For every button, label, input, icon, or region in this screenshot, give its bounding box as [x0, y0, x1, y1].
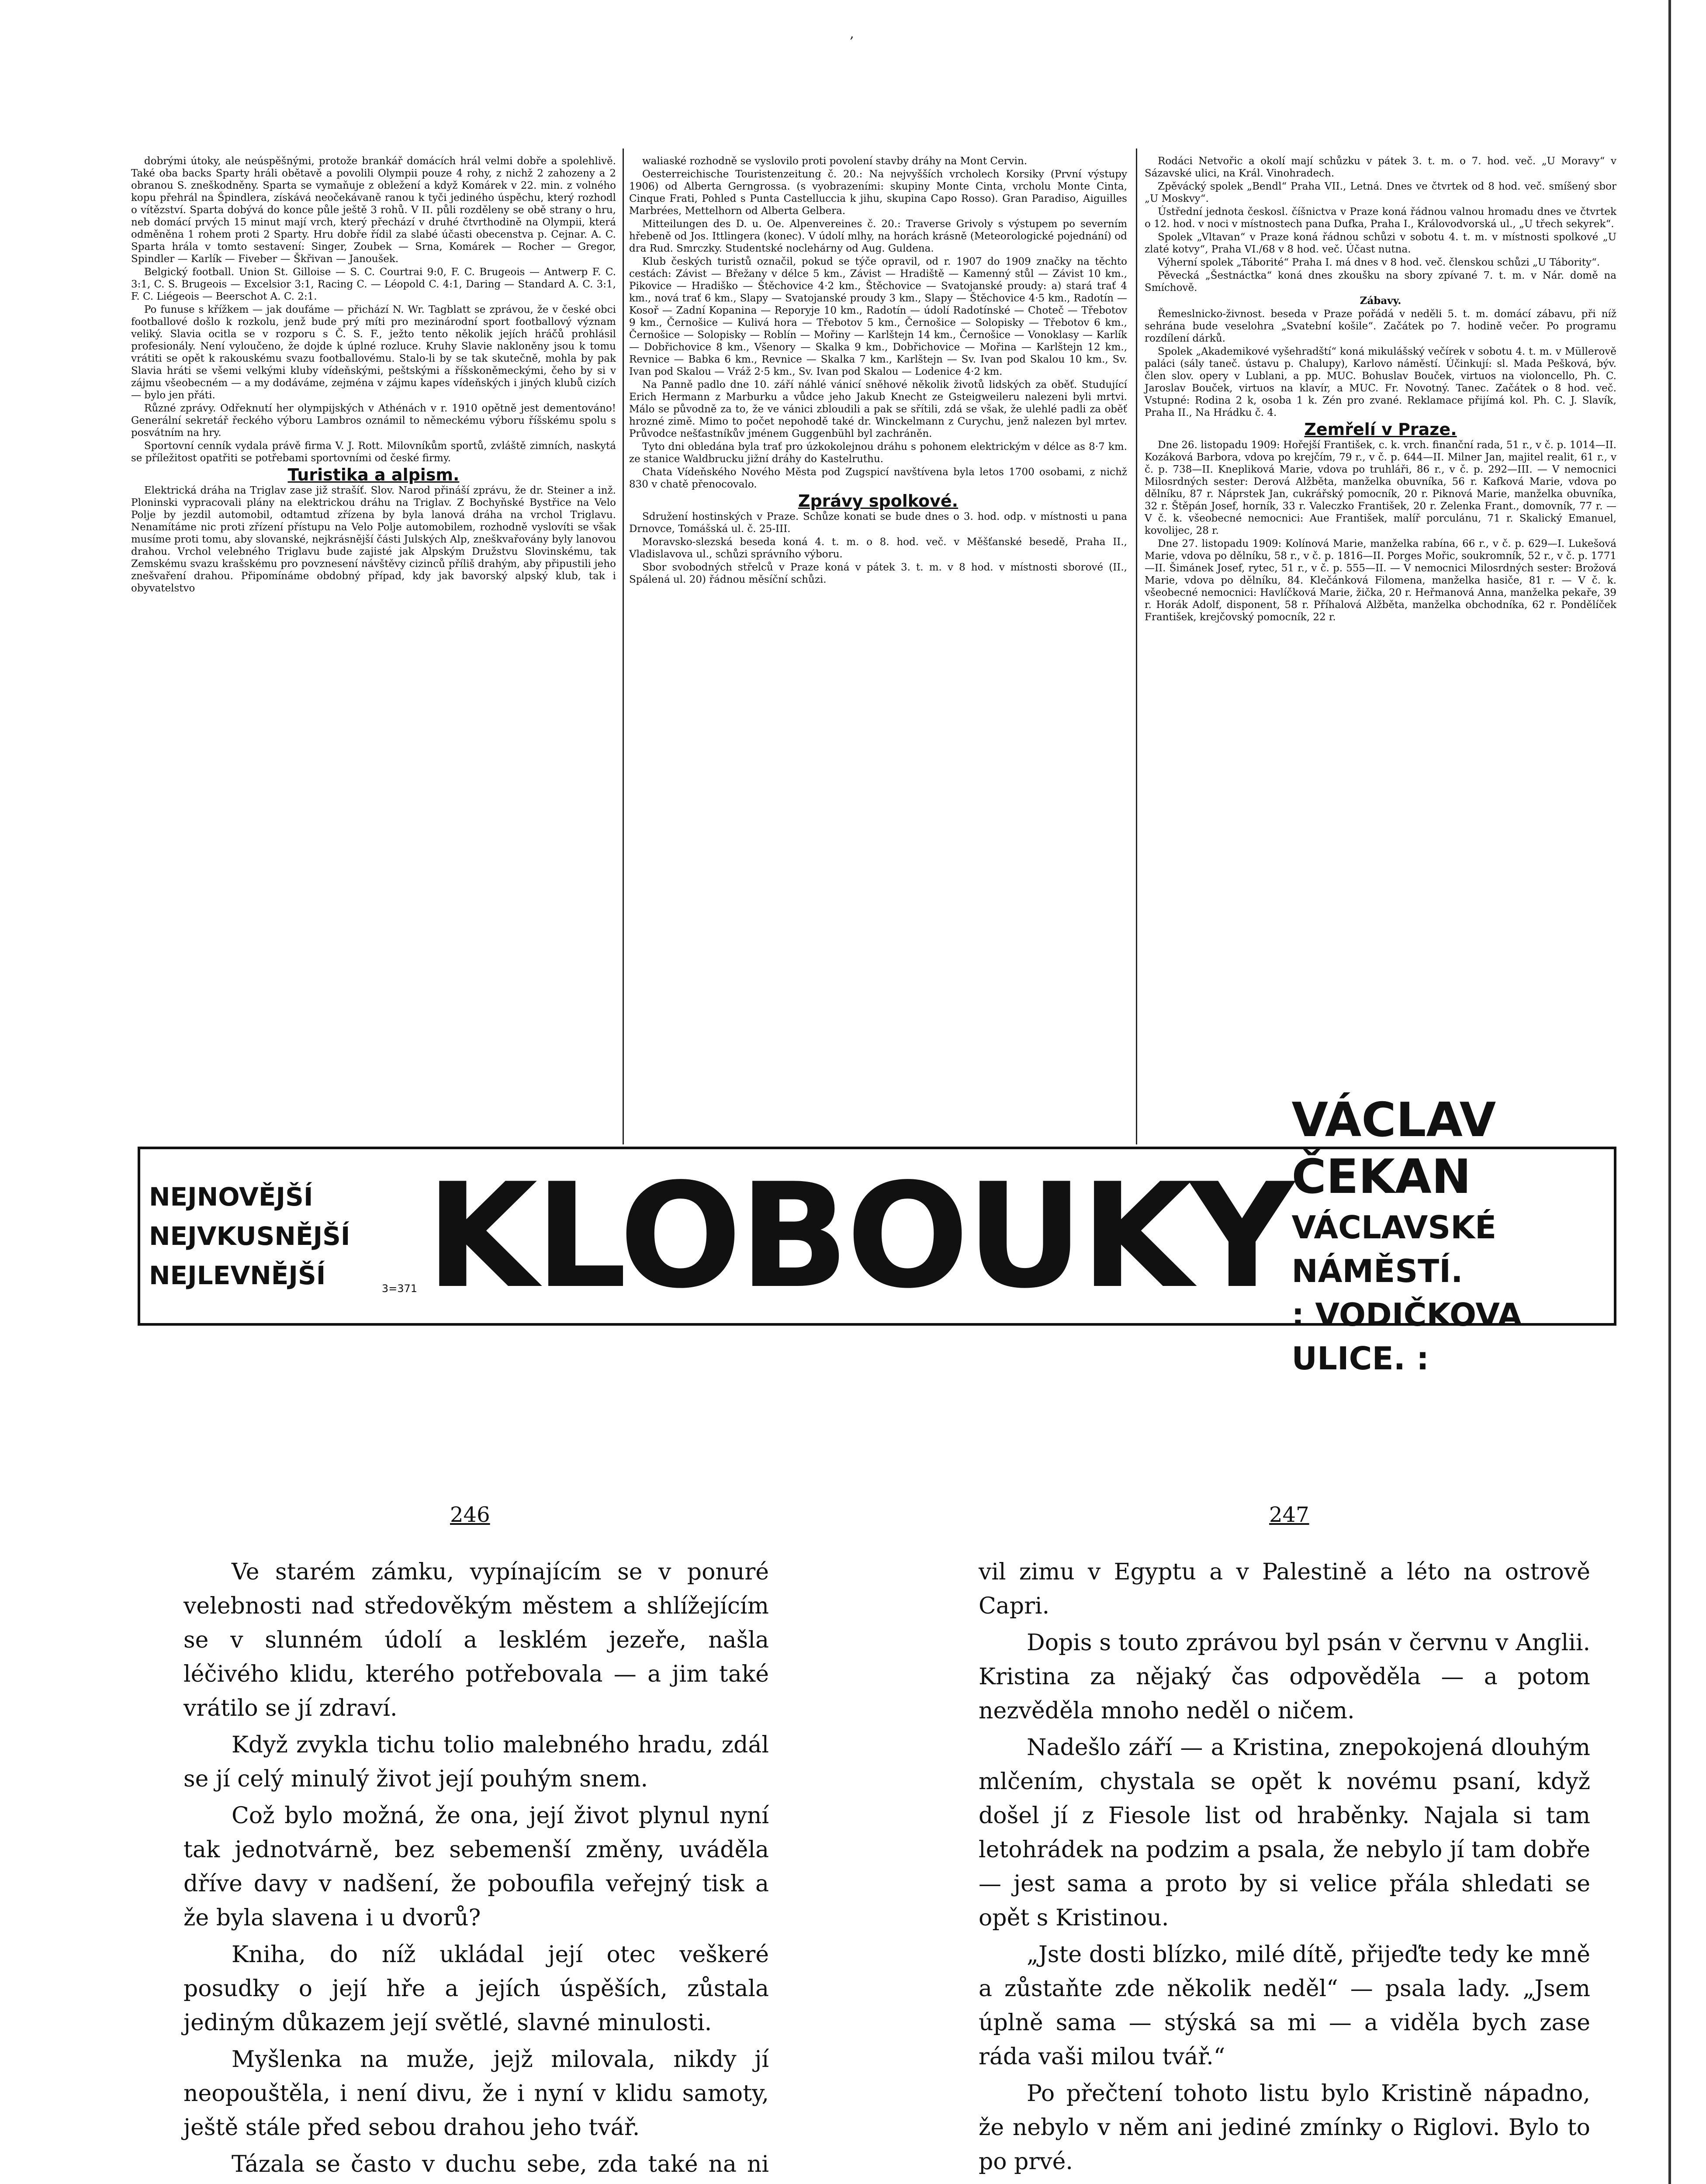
novel-paragraph: Což bylo možná, že ona, její život plynul nyní tak jednotvárně, bez sebemenší změny, uváděla dříve davy v nadšení, že poboufila veřejný tisk a že byla slavena i u dvorů? [183, 1803, 769, 1931]
article-paragraph: Dne 27. listopadu 1909: Kolínová Marie, manželka rabína, 66 r., v č. p. 629—I. Lukešová Marie, vdova po dělníku, 58 r., v č. p. 1816—II. Porges Mořic, soukromník, 52 r., v č. p. 1771—II. Šimánek Josef, rytec, 51 r., v č. p. 555—II. — V nemocnici Milosrdných sester: Brožová Marie, vdova po dělníku, 84. Klečánková Filomena, manželka hasiče, 81 r. — V č. k. všeobecné nemocnici: Havlíčková Marie, žička, 20 r. Heřmanová Anna, manželka pekaře, 39 r. Horák Adolf, disponent, 58 r. Příhalová Alžběta, manželka obchodníka, 62 r. Pondělíček František, krejčovský pomocník, 22 r. [1145, 538, 1616, 623]
article-paragraph: Výherní spolek „Táborité“ Praha I. má dnes v 8 hod. več. členskou schůzi „U Tábority“. [1158, 257, 1600, 268]
novel-paragraph: Ve starém zámku, vypínajícím se v ponuré velebnosti nad středověkým městem a shlížejícím se v slunném údolí a lesklém jezeře, našla léčivého klidu, kterého potřebovala — a jim také vrátilo se jí zdraví. [183, 1559, 769, 1721]
ad-code: 3=371 [381, 1282, 418, 1295]
article-paragraph: Sportovní cenník vydala právě firma V. J. Rott. Milovníkům sportů, zvláště zimních, naskytá se příležitost opatřiti se potřebami sportovními od české firmy. [131, 440, 616, 464]
section-heading-zabavy: Zábavy. [1360, 295, 1401, 307]
article-paragraph: Spolek „Vltavan“ v Praze koná řádnou schůzi v sobotu 4. t. m. v místnosti spolkové „U zlaté kotvy“, Praha VI./68 v 8 hod. več. Účast nutna. [1145, 232, 1616, 255]
article-paragraph: Chata Vídeňského Nového Města pod Zugspicí navštívena byla letos 1700 osobami, z nichž 830 v chatě přenocovalo. [629, 467, 1127, 490]
novel-paragraph: Po přečtení tohoto listu bylo Kristině nápadno, že nebylo v něm ani jediné zmínky o Riglovi. Bylo to po prvé. [979, 2080, 1590, 2175]
page-number-right: 247 [1269, 1503, 1309, 1527]
ad-merchant [1292, 1092, 1614, 1380]
article-paragraph: Ústřední jednota českosl. číšnictva v Praze koná řádnou valnou hromadu dnes ve čtvrtek o 12. hod. v noci v místnostech pana Dufka, Praha I., Královodvorská ul., „U třech sekyrek“. [1145, 206, 1616, 230]
novel-paragraph: vil zimu v Egyptu a v Palestině a léto na ostrově Capri. [979, 1559, 1590, 1619]
page-edge-bracket [1668, 0, 1680, 2184]
column-divider [1136, 149, 1137, 1144]
article-paragraph: Na Panně padlo dne 10. září náhlé vánicí sněhové několik životů lidských za oběť. Studující Erich Hermann z Marburku a vůdce jeho Jakub Knecht ze Gsteigweileru nalezeni byli mrtvi. Málo se původně za to, že ve vánici zbloudili a pak se sřítili, zdá se však, že ulehlé padli za oběť hrozné zimě. Mimo to počet nepohodě také dr. Winckelmann z Curychu, jenž nalezen byl mrtev. Průvodce nešťastníkův jménem Guggenbühl byl zachráněn. [629, 379, 1127, 439]
novel-paragraph: Dopis s touto zprávou byl psán v červnu v Anglii. Kristina za nějaký čas odpověděla — a potom nezvěděla mnoho neděl o ničem. [979, 1630, 1590, 1724]
ad-merchant-name: VÁCLAV ČEKAN [1291, 1093, 1496, 1204]
ad-address-line: VÁCLAVSKÉ NÁMĚSTÍ. [1291, 1209, 1497, 1289]
column-1 [131, 155, 616, 595]
article-paragraph: Po funuse s křížkem — jak doufáme — přichází N. Wr. Tagblatt se zprávou, že v české obci footballové došlo k rozkolu, jenž bude prý míti pro mezinárodní sport footballový význam veliký. Slavia ocitla se v rozporu s Č. S. F., ježto tento několik jejích hráčů prohlásil profesionály. Není vyloučeno, že dojde k úplné rozluce. Kruhy Slavie nakloněny jsou k tomu vrátiti se opět k rakouskému svazu footballovému. Stalo-li by se tak skutečně, mohla by pak Slavia hráti se všemi velkými kluby vídeňskými, peštskými a říšskoněmeckými, čeho by si v zájmu všeobecném — a my dodáváme, zejména v zájmu kapes vídeňských i jiných klubů cizích — bylo jen přáti. [131, 304, 616, 401]
article-paragraph: Sbor svobodných střelců v Praze koná v pátek 3. t. m. v 8 hod. v místnosti sborové (II., Spálená ul. 20) řádnou měsíční schůzi. [629, 562, 1127, 585]
ad-slogan: NEJVKUSNĚJŠÍ [149, 1221, 350, 1251]
novel-paragraph: Tázala se často v duchu sebe, zda také na ni [232, 2151, 769, 2177]
novel-page-left [183, 1555, 769, 2184]
article-paragraph: Moravsko-slezská beseda koná 4. t. m. o 8. hod. več. v Měšťanské besedě, Praha II., Vladislavova ul., schůzi správního výboru. [629, 536, 1127, 560]
novel-paragraph: Myšlenka na muže, jejž milovala, nikdy jí neopouštěla, i není divu, že i nyní v klidu samoty, ještě stále před sebou drahou jeho tvář. [183, 2046, 769, 2141]
ad-address-line: : VODIČKOVA ULICE. : [1291, 1296, 1522, 1377]
section-heading-turistika: Turistika a alpism. [287, 465, 460, 484]
novel-paragraph: Když zvykla tichu tolio malebného hradu, zdál se jí celý minulý život její pouhým snem. [183, 1732, 769, 1792]
section-heading-zpravy-spolkove: Zprávy spolkové. [798, 491, 959, 511]
article-paragraph: waliaské rozhodně se vyslovilo proti povolení stavby dráhy na Mont Cervin. [642, 156, 1028, 167]
ad-slogan: NEJLEVNĚJŠÍ [149, 1261, 326, 1290]
ad-slogans [140, 1177, 426, 1295]
article-paragraph: Spolek „Akademikové vyšehradští“ koná mikulášský večírek v sobotu 4. t. m. v Müllerově paláci (sály taneč. ústavu p. Chalupy), Karlovo náměstí. Účinkují: sl. Mada Pešková, býv. člen slov. opery v Lublani, a pp. MUC. Bohuslav Bouček, virtuos na violoncello, Ph. C. Jaroslav Bouček, virtuos na klavír, a MUC. Fr. Novotný. Tanec. Začátek o 8 hod. več. Vstupné: Rodina 2 k, osoba 1 k. Zén pro zvané. Reklamace přijímá kol. Ph. C. J. Slavík, Praha II., Na Hrádku č. 4. [1145, 346, 1616, 418]
article-paragraph: Rodáci Netvořic a okolí mají schůzku v pátek 3. t. m. o 7. hod. več. „U Moravy“ v Sázavské ulici, na Král. Vinohradech. [1145, 156, 1616, 179]
ad-main-word: KLOBOUKY [426, 1152, 1292, 1320]
article-paragraph: Řemeslnicko-živnost. beseda v Praze pořádá v neděli 5. t. m. domácí zábavu, při níž sehrána bude veselohra „Svatební košile“. Začátek po 7. hodině večer. Po programu rozdílení dárků. [1145, 308, 1616, 344]
column-divider [623, 149, 624, 1144]
ad-slogan: NEJNOVĚJŠÍ [149, 1182, 313, 1212]
article-paragraph: Oesterreichische Touristenzeitung č. 20.: Na nejvyšších vrcholech Korsiky (První výstupy 1906) od Alberta Gerngrossa. (s vyobrazeními: skupiny Monte Cinta, vrcholu Monte Cinta, Cinque Frati, Pohled s Punta Castelluccia k jihu, skupina Capo Rosso). Gran Paradiso, Aiguilles Marbrées, Mettelhorn od Alberta Gelbera. [629, 169, 1127, 217]
novel-paragraph: Kniha, do níž ukládal její otec veškeré posudky o její hře a jejích úspěších, zůstala jediným důkazem její světlé, slavné minulosti. [183, 1942, 769, 2036]
hat-advertisement [138, 1093, 1616, 1377]
article-paragraph: Zpěvácký spolek „Bendl“ Praha VII., Letná. Dnes ve čtvrtek od 8 hod. več. smíšený sbor „U Moskvy“. [1145, 181, 1616, 204]
novel-paragraph: Nadešlo září — a Kristina, znepokojená dlouhým mlčením, chystala se opět k novému psaní, když došel jí z Fiesole list od hraběnky. Najala si tam letohrádek na podzim a psala, že nebylo jí tam dobře — jest sama a proto by si velice přála shledati se opět s Kristinou. [979, 1735, 1590, 1931]
article-paragraph: Klub českých turistů označil, pokud se týče opravil, od r. 1907 do 1909 značky na těchto cestách: Závist — Břežany v délce 5 km., Závist — Hradiště — Kamenný stůl — Závist 10 km., Pikovice — Hradiško — Štěchovice 4·2 km., Štěchovice — Svatojanské proudy: a) stará trať 4 km., nová trať 6 km., Slapy — Svatojanské proudy 3 km., Slapy — Štěchovice 4·5 km., Radotín — Kosoř — Zadní Kopanina — Reporyje 10 km., Radotín — údolí Radotínské — Choteč — Třebotov 9 km., Černošice — Kulivá hora — Třebotov 5 km., Černošice — Solopisky — Třebotov 6 km., Černošice — Solopisky — Roblín — Mořiny — Karlštejn 14 km., Černošice — Vonoklasy — Karlík — Dobřichovice 8 km., Všenory — Skalka 9 km., Dobřichovice — Mořina — Karlštejn 12 km., Revnice — Babka 6 km., Revnice — Skalka 7 km., Karlštejn — Sv. Ivan pod Skalou 10 km., Sv. Ivan pod Skalou — Vráž 2·5 km., Sv. Ivan pod Skalou — Lodenice 4·2 km. [629, 256, 1127, 377]
article-paragraph: Dne 26. listopadu 1909: Hořejší František, c. k. vrch. finanční rada, 51 r., v č. p. 1014—II. Kozáková Barbora, vdova po krejčím, 79 r., v č. p. 644—II. Milner Jan, majitel realit, 61 r., v č. p. 738—II. Knepliková Marie, vdova po truhláři, 86 r., v č. p. 292—III. — V nemocnici Milosrdných sester: Derová Alžběta, manželka obuvníka, 56 r. Kafková Marie, vdova po dělníku, 87 r. Náprstek Jan, cukrářský pomocník, 20 r. Piknová Marie, manželka obuvníka, 32 r. Štěpán Josef, horník, 33 r. Valeczko František, 20 r. Zelenka Frant., domovník, 77 r. — V č. k. všeobecné nemocnici: Aue František, malíř porculánu, 71 r. Skalický Emanuel, kovolijec, 28 r. [1145, 439, 1616, 536]
novel-paragraph: „Jste dosti blízko, milé dítě, přijeďte tedy ke mně a zůstaňte zde několik neděl“ — psala lady. „Jsem úplně sama — stýská sa mi — a viděla bych zase ráda vaši milou tvář.“ [979, 1942, 1590, 2070]
page-mark: ‚ [850, 26, 854, 41]
novel-page-right [979, 1555, 1590, 2184]
page-number-left: 246 [450, 1503, 490, 1527]
article-paragraph: Různé zprávy. Odřeknutí her olympijských v Athénách v r. 1910 opětně jest dementováno! Generální sekretář řeckého výboru Lambros oznámil to německému výboru říšskému spolu s posvátním na hry. [131, 403, 616, 439]
article-paragraph: Belgický football. Union St. Gilloise — S. C. Courtrai 9:0, F. C. Brugeois — Antwerp F. C. 3:1, C. S. Brugeois — Excelsior 3:1, Racing C. — Léopold C. 4:1, Daring — Standard A. C. 3:1, F. C. Liégeois — Beerschot A. C. 2:1. [131, 266, 616, 302]
article-paragraph: Elektrická dráha na Triglav zase již strašíť. Slov. Narod přináší zprávu, že dr. Steiner a inž. Ploninski vypracovali plány na elektrickou dráhu na Triglav. Z Bochyňské Bystřice na Velo Polje by jezdil automobil, odtamtud zřízena by byla lanová dráha na vrchol Triglavu. Nenamítáme nic proti zřízení přístupu na Velo Polje automobilem, rozhodně vyslovíti se však musíme proti tomu, aby slovanské, nejkrásnější části Julských Alp, zneškvařovány byly lanovou drahou. Vrchol velebného Triglavu bude zajisté jak Alpským Družstvu Slovinskému, tak Zemskému svazu krašskému pro povznesení návštěvy cizinců příliš drahým, aby připustili jeho znešvaření drahou. Připomínáme obdobný případ, kdy jak bavorský alpský klub, tak i obyvatelstvo [131, 485, 616, 594]
novel-paragraph [979, 2181, 1590, 2184]
article-paragraph: dobrými útoky, ale neúspěšnými, protože brankář domácích hrál velmi dobře a spolehlivě. Také oba backs Sparty hráli obětavě a povolili Olympii pouze 4 rohy, z nichž 2 zahozeny a 2 obranou S. zneškodněny. Sparta se vymaňuje z obležení a když Komárek v 22. min. z volného kopu přehrál na Špindlera, získává neočekávaně ranou k tyči jediného úspěchu, který rozhodl o vítězství. Sparta dobývá do konce půle ještě 3 rohů. V II. půli rozděleny se obě strany o hru, neb domácí prvých 15 minut mají vrch, který přechází v druhé čtvrthodině na Olympii, která odměněna 1 rohem proti 2 Sparty. Hru dobře řídil za slabé účasti obecenstva p. Cejnar. A. C. Sparta hrála v tomto sestavení: Singer, Zoubek — Srna, Komárek — Rocher — Gregor, Spindler — Karlík — Fiveber — Škřivan — Janoušek. [131, 156, 616, 265]
article-paragraph: Tyto dni obledána byla trať pro úzkokolejnou dráhu s pohonem elektrickým v délce as 8·7 km. ze stanice Waldbrucku jižní dráhy do Kastelruthu. [629, 441, 1127, 465]
column-3 [1145, 155, 1616, 624]
column-2 [629, 155, 1127, 587]
article-paragraph: Mitteilungen des D. u. Oe. Alpenvereines č. 20.: Traverse Grivoly s výstupem po severním hřebeně od Jos. Ittlingera (konec). V údolí mlhy, na horách krásně (Meteorologické pojednání) od dra Rud. Smrczky. Studentské noclehárny od Aug. Guldena. [629, 218, 1127, 254]
section-heading-zemreli: Zemřelí v Praze. [1304, 420, 1457, 439]
article-paragraph: Pěvecká „Šestnáctka“ koná dnes zkoušku na sbory zpívané 7. t. m. v Nár. domě na Smíchově. [1145, 270, 1616, 294]
article-paragraph: Sdružení hostinských v Praze. Schůze konati se bude dnes o 3. hod. odp. v místnosti u pana Drnovce, Tomášská ul. č. 25-III. [629, 511, 1127, 535]
